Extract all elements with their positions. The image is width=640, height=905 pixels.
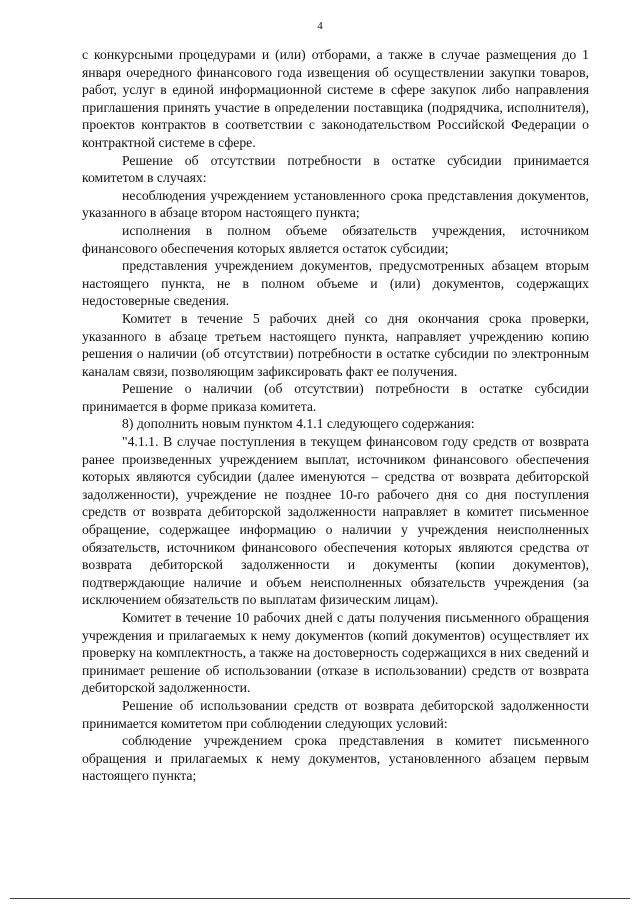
page-number: 4 <box>317 20 323 32</box>
document-body <box>82 46 589 785</box>
bottom-scan-line <box>10 898 630 899</box>
paragraph-condition-deadline: соблюдение учреждением срока представления в комитет письменного обращения и прилагаемых к нему документов, установленного абзацем первым настоящего пункта; <box>82 733 589 784</box>
paragraph-usage-decision: Решение об использовании средств от возврата дебиторской задолженности принимается комитетом при соблюдении следующих условий: <box>82 697 589 731</box>
paragraph-no-need-decision: Решение об отсутствии потребности в остатке субсидии принимается комитетом в случаях: <box>82 152 589 186</box>
paragraph-decision-form: Решение о наличии (об отсутствии) потребности в остатке субсидии принимается в форме приказа комитета. <box>82 381 589 414</box>
paragraph-committee-review: Комитет в течение 10 рабочих дней с даты получения письменного обращения учреждения и прилагаемых к нему документов (копий документов) осуществляет их проверку на комплектность, а также на достоверность содержащихся в них сведений и принимает решение об использовании (отказе в использовании) средств от возврата дебиторской задолженности. <box>82 610 589 696</box>
paragraph-committee-notification: Комитет в течение 5 рабочих дней со дня окончания срока проверки, указанного в абзаце третьем настоящего пункта, направляет учреждению копию решения о наличии (об отсутствии) потребности в остатке субсидии по электронным каналам связи, позволяющим зафиксировать факт ее получения. <box>82 310 589 379</box>
paragraph-amendment-8: 8) дополнить новым пунктом 4.1.1 следующего содержания: <box>122 416 475 432</box>
paragraph-case-missed-deadline: несоблюдения учреждением установленного срока представления документов, указанного в абзаце втором настоящего пункта; <box>82 187 589 221</box>
paragraph-clause-4-1-1: "4.1.1. В случае поступления в текущем финансовом году средств от возврата ранее произведенных учреждением выплат, источником финансового обеспечения которых являются субсидии (далее именуются – средства от возврата дебиторской задолженности), учреждение не позднее 10-го рабочего дня со дня поступления средств от возврата дебиторской задолженности направляет в комитет письменное обращение, содержащее информацию о наличии у учреждения неисполненных обязательств, источником финансового обеспечения которых являются средства от возврата дебиторской задолженности и документы (копии документов), подтверждающие наличие и объем неисполненных обязательств учреждения (за исключением обязательств по выплатам физическим лицам). <box>82 434 589 608</box>
paragraph-case-incomplete-documents: представления учреждением документов, предусмотренных абзацем вторым настоящего пункта, не в полном объеме и (или) документов, содержащих недостоверные сведения. <box>82 258 589 309</box>
paragraph-continuation: с конкурсными процедурами и (или) отборами, а также в случае размещения до 1 января очередного финансового года извещения об осуществлении закупки товаров, работ, услуг в единой информационной системе в сфере закупок либо направления приглашения принять участие в определении поставщика (подрядчика, исполнителя), проектов контрактов в соответствии с законодательством Российской Федерации о контрактной системе в сфере. <box>82 47 589 150</box>
paragraph-case-obligations-fulfilled: исполнения в полном объеме обязательств учреждения, источником финансового обеспечения которых является остаток субсидии; <box>82 222 589 256</box>
